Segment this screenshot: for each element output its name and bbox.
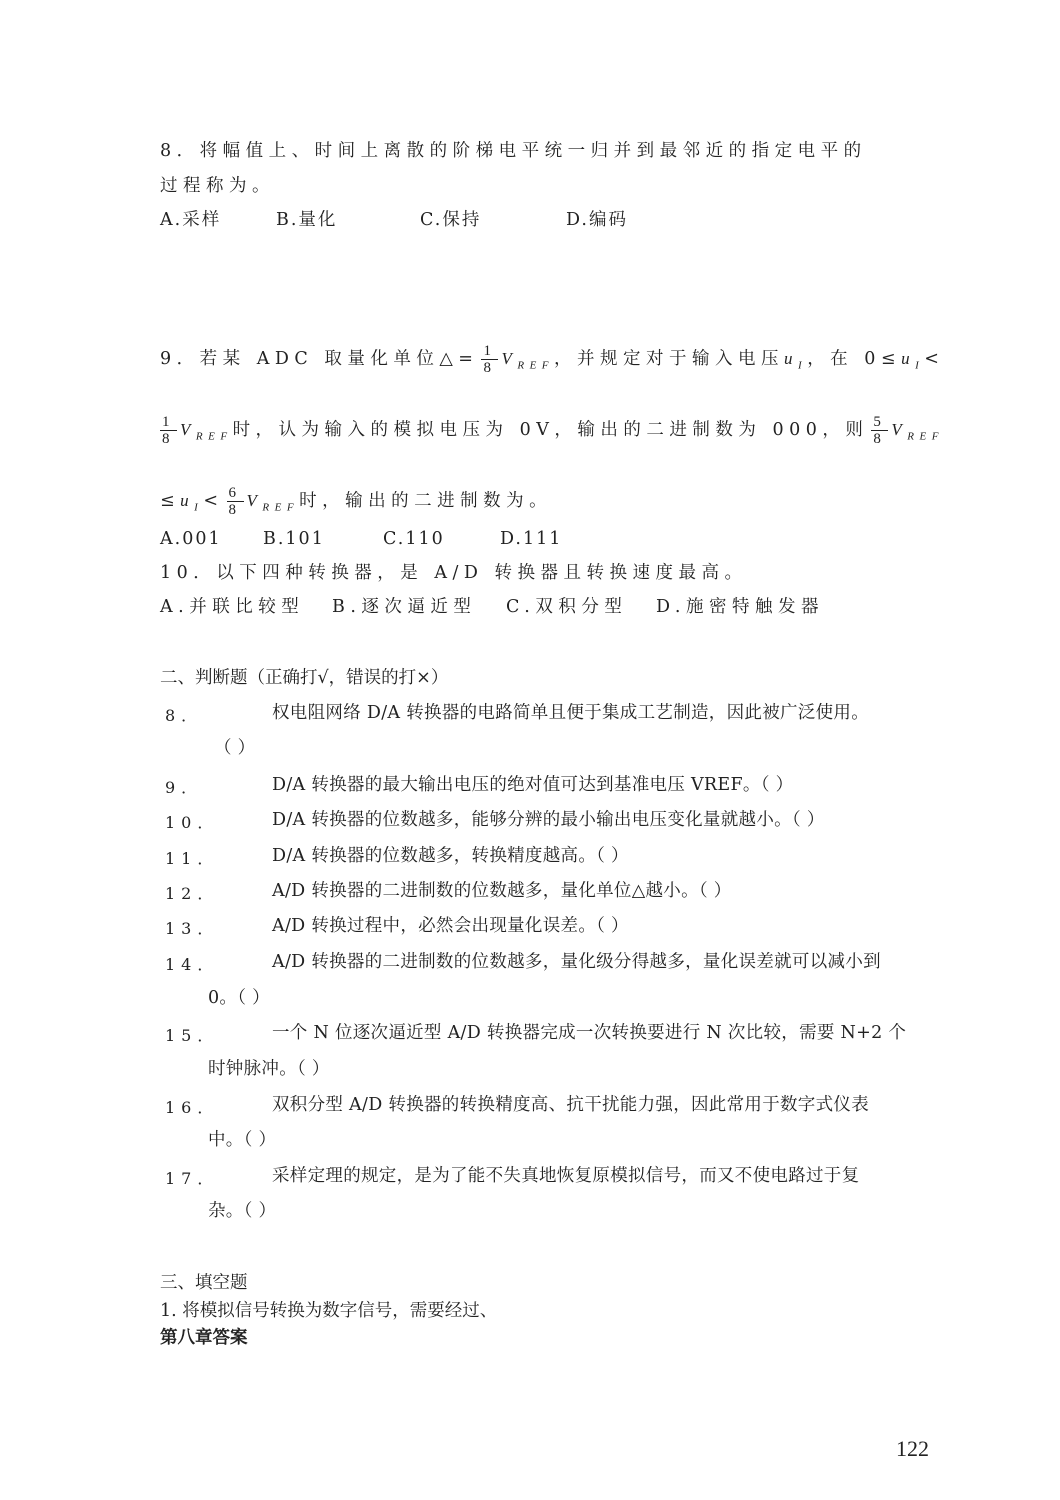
tf-item-text: 双积分型 A/D 转换器的转换精度高、抗干扰能力强，因此常用于数字式仪表 <box>272 1095 869 1115</box>
mc-q8-option-a: A.采样 <box>160 210 222 230</box>
tf-heading: 二、判断题（正确打√，错误的打×） <box>160 668 449 688</box>
mc-q9-option-b: B.101 <box>263 529 325 549</box>
page-number: 122 <box>896 1436 929 1461</box>
tf-item-number: 8． <box>165 706 204 725</box>
mc-q10-option-c: C.双积分型 <box>506 597 628 617</box>
fraction-one-eighth: $\frac{1}{8}$ <box>162 414 175 447</box>
tf-item-continuation: 0。（ ） <box>208 988 270 1008</box>
vref-symbol: $V_{REF}$ <box>501 349 555 372</box>
tf-item-text: D/A 转换器的位数越多，能够分辨的最小输出电压变化量就越小。（ ） <box>272 810 825 830</box>
ui-symbol: $u_I$ <box>901 349 925 372</box>
ui-symbol: $u_I$ <box>180 491 204 514</box>
vref-symbol: $V_{REF}$ <box>891 420 944 443</box>
mc-q8-line2: 过程称为。 <box>160 176 275 196</box>
tf-item-text: D/A 转换器的最大输出电压的绝对值可达到基准电压 VREF。（ ） <box>272 775 794 795</box>
mc-q8-option-d: D.编码 <box>566 210 628 230</box>
tf-item-number: 10． <box>165 813 220 832</box>
tf-item-number: 13． <box>165 919 220 938</box>
ui-symbol: $u_I$ <box>784 349 808 372</box>
mc-q9-line1: 9．若某 ADC 取量化单位△= $\frac{1}{8}$ $V_{REF}$，并规定对于输入电压$u_I$，在 $0\le u_I<$ <box>160 343 945 376</box>
tf-item-text: A/D 转换过程中，必然会出现量化误差。（ ） <box>272 916 629 936</box>
fraction-one-eighth: $\frac{1}{8}$ <box>483 343 497 376</box>
vref-symbol: $V_{REF}$ <box>180 420 233 443</box>
tf-item-number: 17． <box>165 1169 220 1188</box>
tf-item-number: 9． <box>165 778 204 797</box>
mc-q9-line2: $\frac{1}{8}$ $V_{REF}$时，认为输入的模拟电压为 0V，输出的二进制数为 000，则 $\frac{5}{8}$ $V_{REF}$ <box>162 414 944 447</box>
tf-item-text: A/D 转换器的二进制数的位数越多，量化单位△越小。（ ） <box>272 881 732 901</box>
answers-heading: 第八章答案 <box>160 1328 248 1348</box>
tf-item-continuation: 时钟脉冲。（ ） <box>208 1059 330 1079</box>
mc-q10-text: 10．以下四种转换器，是 A/D 转换器且转换速度最高。 <box>160 563 748 583</box>
fraction-six-eighths: $\frac{6}{8}$ <box>228 485 242 518</box>
fill-heading: 三、填空题 <box>160 1273 248 1293</box>
vref-symbol: $V_{REF}$ <box>246 491 300 514</box>
tf-item-number: 12． <box>165 884 220 903</box>
fraction-five-eighths: $\frac{5}{8}$ <box>873 414 887 447</box>
tf-item-continuation: 杂。（ ） <box>208 1201 277 1221</box>
mc-q9-option-a: A.001 <box>160 529 222 549</box>
tf-item-text: 采样定理的规定，是为了能不失真地恢复原模拟信号，而又不使电路过于复 <box>272 1166 860 1186</box>
fill-q1: 1. 将模拟信号转换为数字信号，需要经过、 <box>160 1301 498 1321</box>
mc-q8-line1: 8．将幅值上、时间上离散的阶梯电平统一归并到最邻近的指定电平的 <box>160 141 867 161</box>
tf-item-continuation: （ ） <box>214 738 256 758</box>
mc-q10-option-b: B.逐次逼近型 <box>332 597 477 617</box>
tf-item-number: 14． <box>165 955 220 974</box>
tf-item-number: 11． <box>165 849 220 868</box>
mc-q8-option-c: C.保持 <box>420 210 482 230</box>
mc-q8-option-b: B.量化 <box>276 210 338 230</box>
tf-item-number: 16． <box>165 1098 220 1117</box>
mc-q10-option-d: D.施密特触发器 <box>656 597 824 617</box>
mc-q10-option-a: A.并联比较型 <box>160 597 305 617</box>
mc-q9-line3: $\le u_I<$ $\frac{6}{8}$ $V_{REF}$时，输出的二进制数为。 <box>160 485 553 518</box>
tf-item-number: 15． <box>165 1026 220 1045</box>
tf-item-continuation: 中。（ ） <box>208 1130 277 1150</box>
tf-item-text: A/D 转换器的二进制数的位数越多，量化级分得越多，量化误差就可以减小到 <box>272 952 881 972</box>
mc-q9-option-c: C.110 <box>383 529 445 549</box>
tf-item-text: 一个 N 位逐次逼近型 A/D 转换器完成一次转换要进行 N 次比较，需要 N+2 个 <box>272 1023 907 1043</box>
tf-item-text: D/A 转换器的位数越多，转换精度越高。（ ） <box>272 846 629 866</box>
tf-item-text: 权电阻网络 D/A 转换器的电路简单且便于集成工艺制造，因此被广泛使用。 <box>272 703 869 723</box>
mc-q9-option-d: D.111 <box>500 529 563 549</box>
